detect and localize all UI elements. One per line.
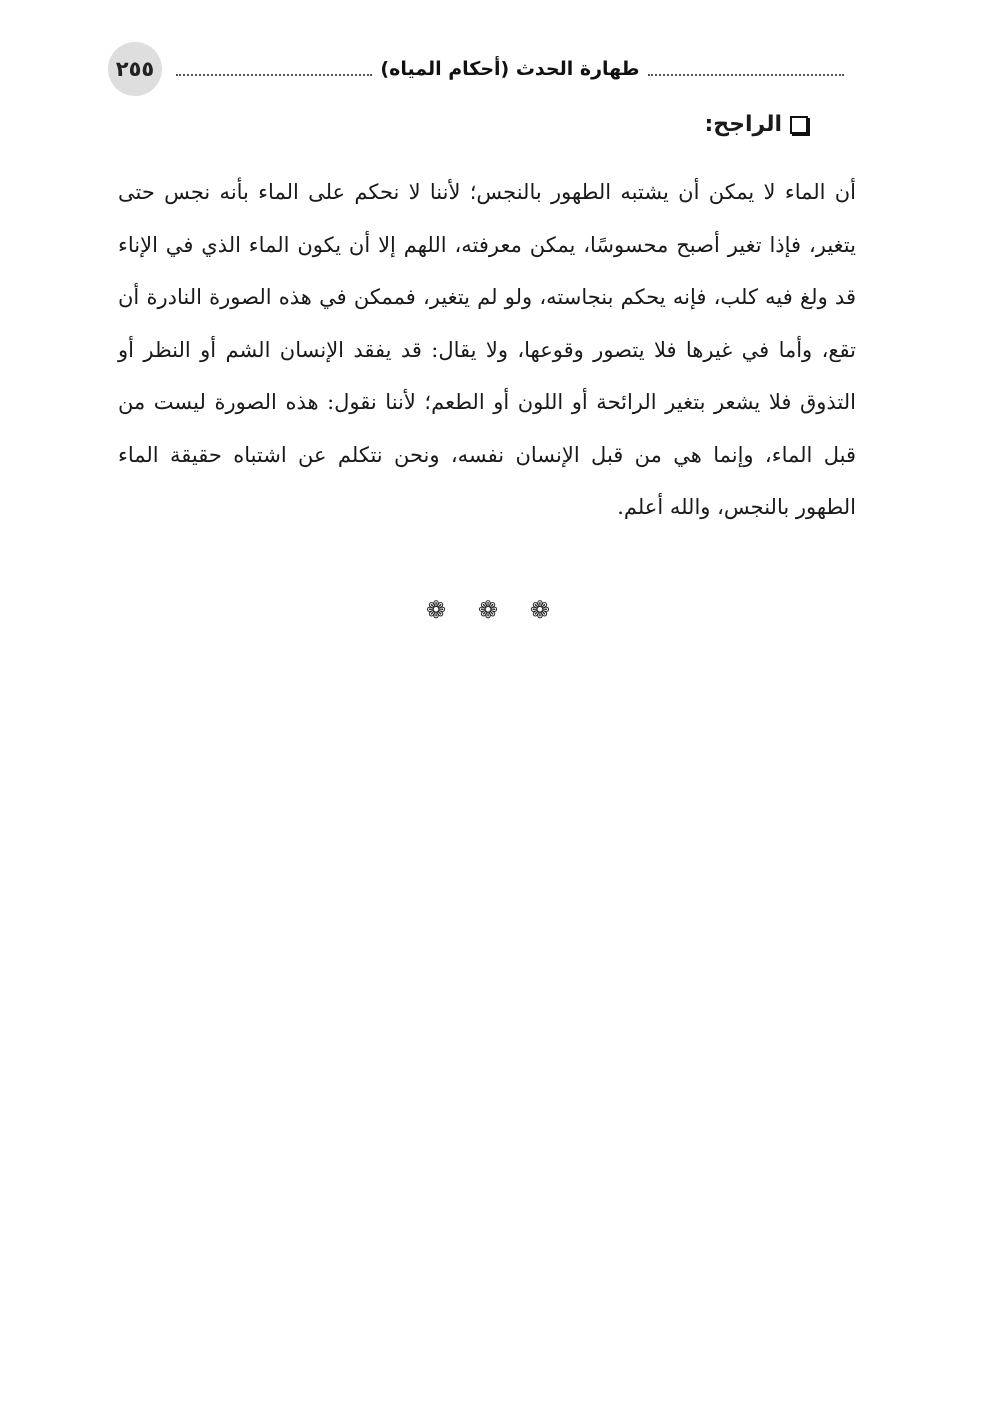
- body-paragraph: أن الماء لا يمكن أن يشتبه الطهور بالنجس؛ لأننا لا نحكم على الماء بأنه نجس حتى يتغير، فإذا تغير أصبح محسوسًا، يمكن معرفته، اللهم إلا أن يكون الماء الذي في الإناء قد ولغ فيه كلب، فإنه يحكم بنجاسته، ولو لم يتغير، فممكن في هذه الصورة النادرة أن تقع، وأما في غيرها فلا يتصور وقوعها، ولا يقال: قد يفقد الإنسان الشم أو النظر أو التذوق فلا يشعر بتغير الرائحة أو اللون أو الطعم؛ لأننا نقول: هذه الصورة ليست من قبل الماء، وإنما هي من قبل الإنسان نفسه، ونحن نتكلم عن اشتباه حقيقة الماء الطهور بالنجس، والله أعلم.: [118, 180, 856, 519]
- running-header: [176, 52, 844, 86]
- header-dots-left: [176, 74, 372, 76]
- header-dots-right: [648, 74, 844, 76]
- page-number: ٢٥٥: [108, 42, 162, 96]
- flower-ornament-icon: ❁: [426, 596, 447, 624]
- flower-ornament-icon: ❁: [529, 596, 550, 624]
- checkbox-icon: [790, 116, 808, 134]
- section-heading-label: الراجح:: [704, 112, 782, 137]
- header-title: طهارة الحدث (أحكام المياه): [380, 58, 640, 80]
- flower-ornament-icon: ❁: [477, 596, 499, 624]
- section-heading: [704, 112, 808, 137]
- section-ornaments: [426, 596, 550, 624]
